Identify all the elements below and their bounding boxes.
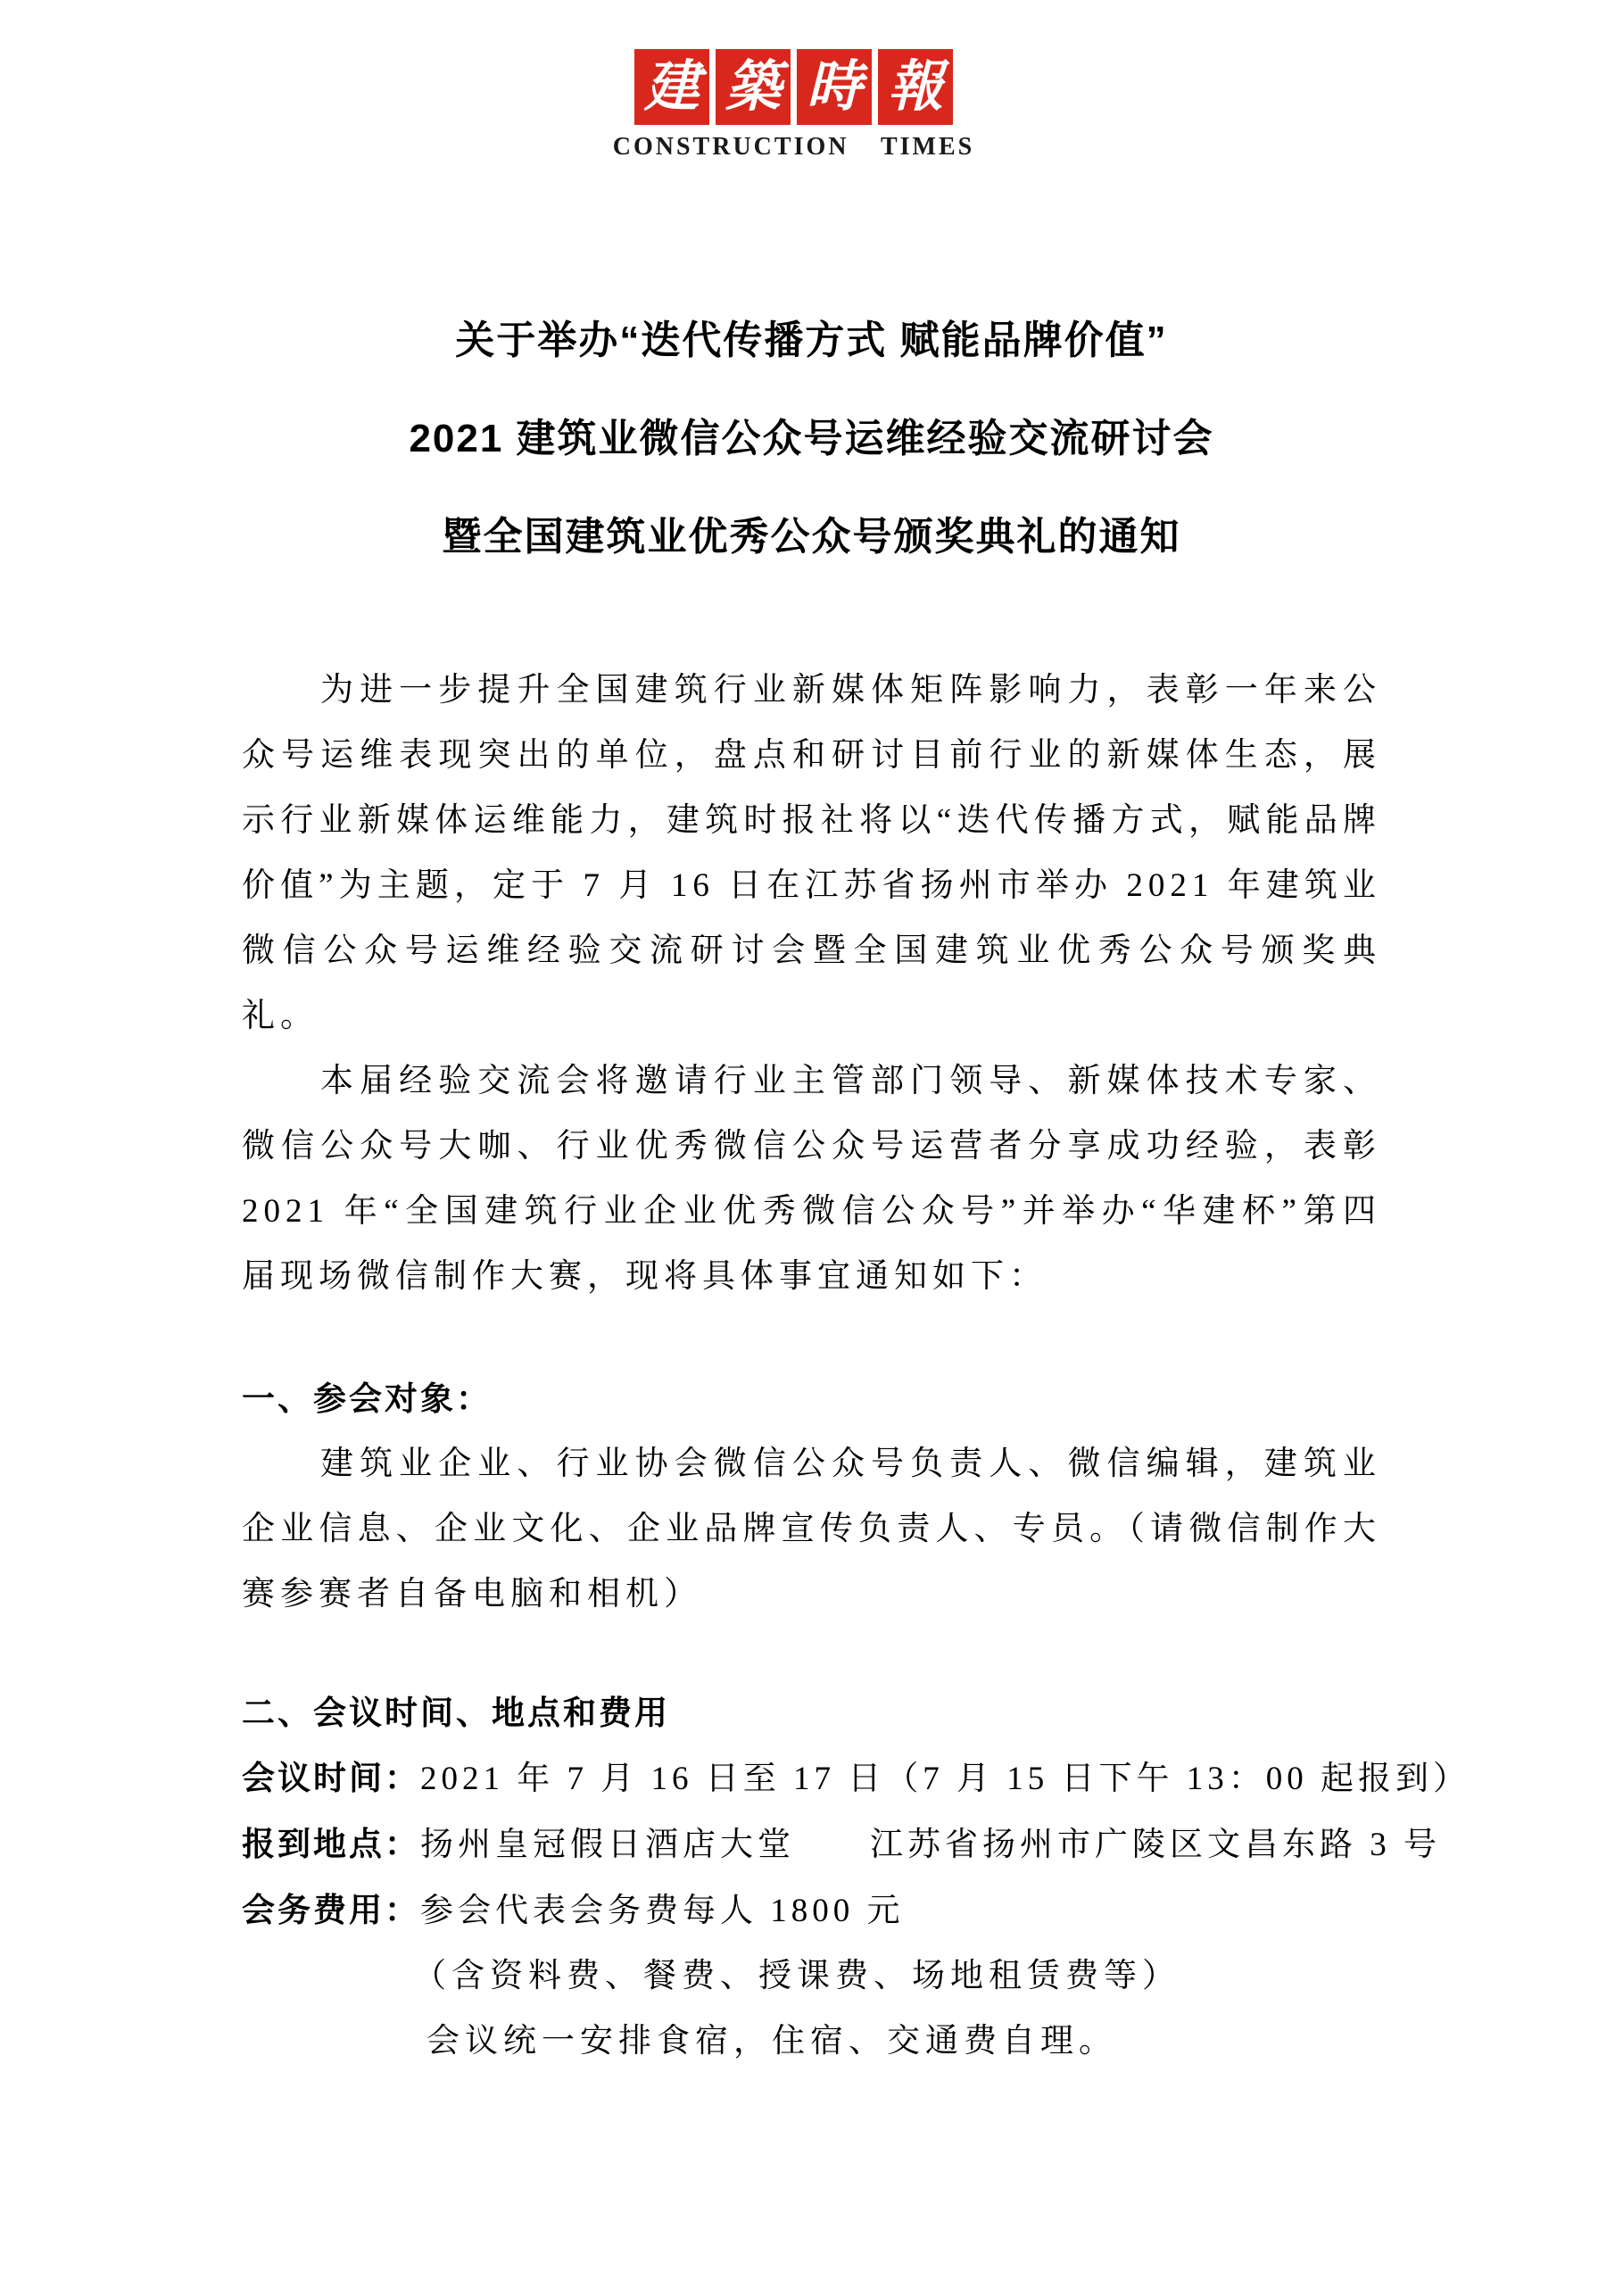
- conference-fee-row: [242, 1877, 1381, 1944]
- logo-square-1: [634, 49, 709, 125]
- logo-character: 時: [806, 56, 862, 118]
- meeting-time-row: [242, 1745, 1470, 1811]
- logo-character: 報: [887, 56, 943, 118]
- logo-character: 築: [725, 56, 781, 118]
- section-1-body: 建筑业企业、行业协会微信公众号负责人、微信编辑，建筑业企业信息、企业文化、企业品牌宣传负责人、专员。（请微信制作大赛参赛者自备电脑和相机）: [242, 1446, 1381, 1612]
- meeting-time-label: 会议时间：: [242, 1760, 420, 1796]
- intro-paragraph-1: 为进一步提升全国建筑行业新媒体矩阵影响力，表彰一年来公众号运维表现突出的单位，盘点和研讨目前行业的新媒体生态，展示行业新媒体运维能力，建筑时报社将以“迭代传播方式，赋能品牌价值”为主题，定于 7 月 16 日在江苏省扬州市举办 2021 年建筑业微信公众号运维经验交流研讨会暨全国建筑业优秀公众号颁奖典礼。: [242, 672, 1381, 1034]
- logo-square-3: [797, 49, 872, 125]
- section-1-heading: 一、参会对象：: [242, 1380, 492, 1417]
- logo-character: 建: [643, 56, 700, 118]
- document-body: [242, 658, 1470, 2074]
- fee-inclusion-note: （含资料费、餐费、授课费、场地租赁费等）: [413, 1958, 1180, 1994]
- logo-square-2: [716, 49, 791, 125]
- letterhead: [0, 0, 1623, 162]
- conference-fee-label: 会务费用：: [242, 1892, 420, 1928]
- title-line-2: 2021 建筑业微信公众号运维经验交流研讨会: [409, 417, 1214, 460]
- logo-square-4: [878, 49, 953, 125]
- logo-subtitle: CONSTRUCTION TIMES: [612, 133, 975, 161]
- meeting-time-value: 2021 年 7 月 16 日至 17 日（7 月 15 日下午 13：00 起报到）: [420, 1761, 1470, 1797]
- checkin-location-value: 扬州皇冠假日酒店大堂 江苏省扬州市广陵区文昌东路 3 号: [420, 1827, 1441, 1863]
- intro-section: [242, 658, 1381, 1309]
- intro-paragraph-2: 本届经验交流会将邀请行业主管部门领导、新媒体技术专家、微信公众号大咖、行业优秀微信公众号运营者分享成功经验，表彰 2021 年“全国建筑行业企业优秀微信公众号”并举办“华建杯”第四届现场微信制作大赛，现将具体事宜通知如下：: [242, 1063, 1381, 1295]
- title-line-3: 暨全国建筑业优秀公众号颁奖典礼的通知: [442, 515, 1181, 559]
- title-line-1: 关于举办“迭代传播方式 赋能品牌价值”: [455, 319, 1168, 362]
- notice-title: [0, 292, 1623, 586]
- section-2-heading: 二、会议时间、地点和费用: [242, 1695, 670, 1731]
- checkin-location-row: [242, 1811, 1441, 1877]
- lodging-note: 会议统一安排食宿，住宿、交通费自理。: [426, 2023, 1117, 2060]
- construction-times-logo: [634, 49, 953, 125]
- checkin-location-label: 报到地点：: [242, 1826, 420, 1862]
- conference-fee-value: 参会代表会务费每人 1800 元: [420, 1893, 905, 1929]
